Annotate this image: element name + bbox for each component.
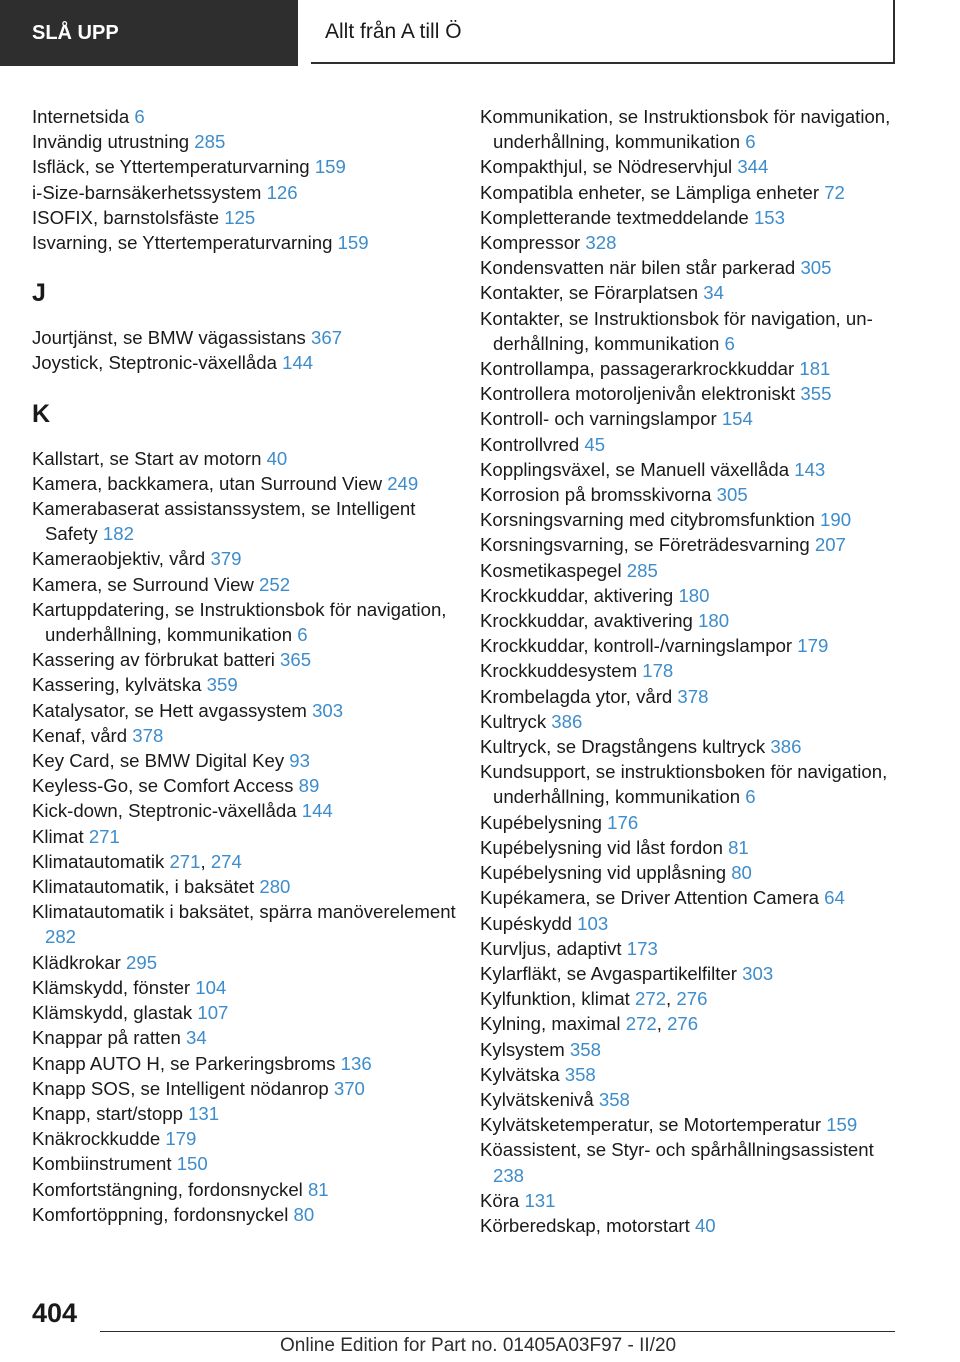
index-column-right (480, 104, 900, 1238)
index-entry-text: Knäkrockkudde (32, 1128, 161, 1150)
index-entry (32, 546, 472, 571)
index-entry (480, 961, 900, 986)
page-reference-link[interactable]: 80 (731, 862, 752, 884)
index-entry-text: Knappar på ratten (32, 1027, 181, 1049)
index-entry (480, 759, 900, 809)
page-reference-link[interactable]: 6 (297, 624, 308, 646)
page-reference-link[interactable]: 190 (820, 509, 852, 531)
index-entry-text: Korsningsvarning med citybromsfunktion (480, 509, 815, 531)
index-entry (480, 608, 900, 633)
page-reference-link[interactable]: 282 (45, 926, 77, 948)
index-entry-text: ISOFIX, barnstolsfäste (32, 206, 220, 228)
page-reference-link[interactable]: 358 (598, 1088, 630, 1110)
index-entry-text: Keyless-Go, se Comfort Access (32, 775, 294, 797)
page-reference-link[interactable]: 179 (797, 635, 829, 657)
index-entry (480, 885, 900, 910)
index-entry-text: Klimat (32, 825, 84, 847)
index-entry-text: Kylvätska (480, 1063, 560, 1085)
index-entry-text: Kontakter, se Förarplatsen (480, 282, 699, 304)
index-entry (480, 154, 900, 179)
index-entry (480, 1062, 900, 1087)
index-entry (480, 1213, 900, 1238)
index-entry-text: Jourtjänst, se BMW vägassistans (32, 327, 306, 349)
index-entry-text: Kombiinstrument (32, 1153, 172, 1175)
page-reference-link[interactable]: 344 (737, 156, 769, 178)
index-entry (480, 583, 900, 608)
index-entry (32, 104, 472, 129)
index-entry-text: Kupéskydd (480, 912, 572, 934)
page-reference-link[interactable]: 6 (745, 131, 756, 153)
index-entry-text: Krockkuddar, aktivering (480, 584, 674, 606)
index-entry-text: Klimatautomatik (32, 850, 165, 872)
index-entry (480, 558, 900, 583)
page-reference-link[interactable]: 386 (770, 736, 802, 758)
index-entry (480, 734, 900, 759)
page-reference-link[interactable]: 271 (169, 850, 201, 872)
index-entry (32, 1051, 472, 1076)
index-entry (480, 406, 900, 431)
section-tab[interactable]: SLÅ UPP (0, 0, 298, 66)
index-entry-text: Knapp, start/stopp (32, 1102, 183, 1124)
page-reference-link[interactable]: 386 (551, 710, 583, 732)
index-entry-text: Key Card, se BMW Digital Key (32, 750, 285, 772)
index-entry (480, 911, 900, 936)
index-entry (32, 572, 472, 597)
index-entry-text: Krombelagda ytor, vård (480, 685, 673, 707)
index-entry-text: Kassering, kylvätska (32, 674, 202, 696)
index-entry (32, 975, 472, 1000)
index-entry (32, 824, 472, 849)
index-entry (32, 471, 472, 496)
index-entry-text: Klädkrokar (32, 951, 121, 973)
index-entry-text: Kultryck (480, 710, 547, 732)
index-entry-text: Kylfunktion, klimat (480, 988, 630, 1010)
index-entry (480, 280, 900, 305)
index-entry (32, 647, 472, 672)
page-reference-link[interactable]: 328 (585, 232, 617, 254)
page-reference-link[interactable]: 271 (88, 825, 120, 847)
index-entry (480, 936, 900, 961)
index-entry-text: Kassering av förbrukat batteri (32, 649, 275, 671)
index-entry (480, 180, 900, 205)
index-entry-text: Kontakter, se Instruktionsbok för navigation, underhållning, kommunikation (480, 307, 873, 354)
page-reference-link[interactable]: 295 (126, 951, 158, 973)
page-reference-link[interactable]: 159 (314, 156, 346, 178)
index-entry-text: Klämskydd, fönster (32, 976, 191, 998)
index-entry-text: Katalysator, se Hett avgassystem (32, 699, 307, 721)
index-entry (480, 457, 900, 482)
page-reference-link[interactable]: 182 (102, 523, 134, 545)
index-entry (480, 381, 900, 406)
index-entry-text: Komfortstängning, fordonsnyckel (32, 1178, 303, 1200)
index-entry-text: Korsningsvarning, se Företrädesvarning (480, 534, 810, 556)
page-reference-link[interactable]: 303 (312, 699, 344, 721)
page-reference-link[interactable]: 154 (721, 408, 753, 430)
index-entry-text: Körberedskap, motorstart (480, 1214, 690, 1236)
index-entry (32, 899, 472, 949)
page-reference-link[interactable]: 207 (814, 534, 846, 556)
index-entry-text: Krockkuddar, avaktivering (480, 610, 693, 632)
index-entry-text: Kompletterande textmeddelande (480, 206, 749, 228)
index-entry-text: Klämskydd, glastak (32, 1002, 193, 1024)
index-entry-text: Invändig utrustning (32, 131, 190, 153)
index-entry (32, 1076, 472, 1101)
index-entry-text: Kylvätsketemperatur, se Motortemperatur (480, 1114, 822, 1136)
index-entry-text: Krockkuddesystem (480, 660, 638, 682)
index-entry (32, 597, 472, 647)
index-entry (32, 325, 472, 350)
index-entry (480, 658, 900, 683)
page-reference-link[interactable]: 6 (745, 786, 756, 808)
index-entry-text: Knapp AUTO H, se Parkeringsbroms (32, 1052, 336, 1074)
index-entry-text: Köassistent, se Styr- och spårhållningsassistent (480, 1139, 874, 1161)
page-reference-link[interactable]: 252 (259, 573, 291, 595)
page-header (0, 0, 960, 66)
index-entry-text: i-Size-barnsäkerhetssystem (32, 181, 262, 203)
index-entry-text: Kamerabaserat assistanssystem, se Intelligent Safety (32, 498, 416, 545)
index-entry (32, 798, 472, 823)
index-entry (32, 129, 472, 154)
index-entry-text: Kupébelysning (480, 811, 602, 833)
page-reference-link[interactable]: 272 (635, 988, 667, 1010)
index-entry (480, 1112, 900, 1137)
index-entry-text: Kommunikation, se Instruktionsbok för navigation, underhållning, kommunikation (480, 106, 891, 153)
page-reference-link[interactable]: 378 (132, 724, 164, 746)
index-entry-text: Kupébelysning vid låst fordon (480, 836, 723, 858)
page-reference-link[interactable]: 359 (206, 674, 238, 696)
index-entry (32, 1101, 472, 1126)
index-entry (480, 684, 900, 709)
page-reference-link[interactable]: 153 (753, 206, 785, 228)
footer-divider (100, 1331, 895, 1332)
index-entry (32, 950, 472, 975)
index-entry (480, 432, 900, 457)
page-reference-link[interactable]: 144 (282, 352, 314, 374)
index-column-left (32, 104, 472, 1227)
index-entry-text: Kopplingsväxel, se Manuell växellåda (480, 458, 790, 480)
index-entry (32, 748, 472, 773)
page-reference-link[interactable]: 40 (266, 447, 288, 469)
index-entry (32, 874, 472, 899)
page-reference-link[interactable]: 6 (724, 332, 735, 354)
page-reference-link[interactable]: 136 (340, 1052, 372, 1074)
index-entry (32, 672, 472, 697)
footer-text: Online Edition for Part no. 01405A03F97 - II/20 (280, 1335, 677, 1356)
page-reference-link[interactable]: 358 (569, 1038, 601, 1060)
index-entry (480, 104, 900, 154)
index-entry (480, 306, 900, 356)
page-reference-link[interactable]: 107 (197, 1002, 229, 1024)
index-entry (480, 1037, 900, 1062)
index-entry-text: Köra (480, 1189, 520, 1211)
index-entry (32, 1126, 472, 1151)
index-entry (32, 205, 472, 230)
page-number: 404 (32, 1298, 78, 1328)
page-reference-link[interactable]: 131 (188, 1102, 220, 1124)
index-entry-text: Kompressor (480, 232, 581, 254)
index-entry-text: Kompakthjul, se Nödreservhjul (480, 156, 733, 178)
index-entry (480, 507, 900, 532)
page-reference-link[interactable]: 378 (677, 685, 709, 707)
index-entry-text: Komfortöppning, fordonsnyckel (32, 1203, 289, 1225)
index-entry: Kylfunktion, klimat 272, 276 (480, 988, 708, 1010)
index-entry (480, 810, 900, 835)
index-entry-text: Kick-down, Steptronic-växellåda (32, 800, 297, 822)
page-reference-link[interactable]: 305 (716, 484, 748, 506)
page-reference-link[interactable]: 379 (210, 548, 242, 570)
page-reference-link[interactable]: 181 (799, 358, 831, 380)
page-reference-link[interactable]: 238 (493, 1164, 525, 1186)
page-reference-link[interactable]: 81 (307, 1178, 329, 1200)
page-reference-link[interactable]: 81 (728, 836, 749, 858)
index-entry (480, 532, 900, 557)
index-entry-text: Kupébelysning vid upplåsning (480, 862, 727, 884)
page-reference-link[interactable]: 280 (259, 876, 291, 898)
page-reference-link[interactable]: 89 (298, 775, 320, 797)
index-entry-text: Korrosion på bromsskivorna (480, 484, 712, 506)
index-entry-text: Kylarfläkt, se Avgaspartikelfilter (480, 962, 737, 984)
index-entry (32, 698, 472, 723)
index-entry-text: Knapp SOS, se Intelligent nödanrop (32, 1077, 329, 1099)
page-reference-link[interactable]: 355 (800, 383, 832, 405)
index-entry (32, 1025, 472, 1050)
index-entry (32, 496, 472, 546)
index-entry-text: Kameraobjektiv, vård (32, 548, 206, 570)
index-entry-text: Kurvljus, adaptivt (480, 937, 622, 959)
page-reference-link[interactable]: 176 (607, 811, 639, 833)
index-entry-text: Kamera, se Surround View (32, 573, 254, 595)
index-entry-text: Klimatautomatik i baksätet, spärra manöverelement (32, 901, 456, 923)
index-entry (32, 1000, 472, 1025)
index-entry-text: Kundsupport, se instruktionsboken för navigation, underhållning, kommunikation (480, 761, 888, 808)
index-entry (32, 723, 472, 748)
page-reference-link[interactable]: 80 (293, 1203, 315, 1225)
page-reference-link[interactable]: 159 (826, 1114, 858, 1136)
index-entry (480, 1188, 900, 1213)
index-entry-text: Kamera, backkamera, utan Surround View (32, 472, 383, 494)
page-reference-link[interactable]: 131 (524, 1189, 556, 1211)
page-reference-link[interactable]: 72 (824, 181, 845, 203)
page-reference-link[interactable]: 104 (195, 976, 227, 998)
page-reference-link[interactable]: 303 (742, 962, 774, 984)
page-reference-link[interactable]: 93 (289, 750, 310, 772)
index-entry (32, 154, 472, 179)
index-letter-heading: J (32, 279, 46, 308)
page-reference-link[interactable]: 178 (642, 660, 674, 682)
page-reference-link[interactable]: 249 (387, 472, 419, 494)
index-entry-text: Isfläck, se Yttertemperaturvarning (32, 156, 310, 178)
index-entry (480, 482, 900, 507)
index-entry (480, 1087, 900, 1112)
page-reference-link[interactable]: 305 (800, 257, 832, 279)
page-reference-link[interactable]: 274 (210, 850, 242, 872)
index-entry (32, 1151, 472, 1176)
index-entry-text: Kultryck, se Dragstångens kultryck (480, 736, 766, 758)
index-entry-text: Kontrollera motoroljenivån elektroniskt (480, 383, 796, 405)
index-entry (32, 446, 472, 471)
index-entry: Kylning, maximal 272, 276 (480, 1013, 699, 1035)
page-reference-link[interactable]: 276 (676, 988, 708, 1010)
index-entry-text: Kontroll- och varningslampor (480, 408, 717, 430)
page-reference-link[interactable]: 285 (194, 131, 226, 153)
index-entry (32, 773, 472, 798)
chapter-title: Allt från A till Ö (311, 0, 895, 64)
page-reference-link[interactable]: 125 (224, 206, 256, 228)
index-entry-text: Kallstart, se Start av motorn (32, 447, 262, 469)
page-reference-link[interactable]: 34 (186, 1027, 207, 1049)
index-entry: Klimatautomatik 271, 274 (32, 850, 242, 872)
page-reference-link[interactable]: 365 (280, 649, 312, 671)
page-reference-link[interactable]: 272 (625, 1013, 657, 1035)
index-entry (32, 350, 472, 375)
index-entry (480, 835, 900, 860)
index-entry-text: Kontrollampa, passagerarkrockkuddar (480, 358, 795, 380)
page-reference-link[interactable]: 276 (667, 1013, 699, 1035)
index-entry-text: Internetsida (32, 106, 130, 127)
index-entry (32, 230, 472, 255)
index-entry (480, 255, 900, 280)
index-entry-text: Kontrollvred (480, 433, 580, 455)
page-reference-link[interactable]: 179 (165, 1128, 197, 1150)
index-letter-heading: K (32, 399, 51, 428)
index-entry (480, 1137, 900, 1187)
index-entry-text: Kosmetikaspegel (480, 559, 622, 581)
page-reference-link[interactable]: 126 (266, 181, 298, 203)
index-entry (480, 205, 900, 230)
index-entry-text: Kondensvatten när bilen står parkerad (480, 257, 796, 279)
page-reference-link[interactable]: 143 (794, 458, 826, 480)
page-reference-link[interactable]: 173 (626, 937, 658, 959)
page-reference-link[interactable]: 367 (311, 327, 343, 349)
page-reference-link[interactable]: 6 (134, 106, 145, 127)
page-reference-link[interactable]: 370 (333, 1077, 365, 1099)
index-entry-text: Isvarning, se Yttertemperaturvarning (32, 232, 333, 254)
index-entry (480, 356, 900, 381)
index-entry-text: Kenaf, vård (32, 724, 128, 746)
page-reference-link[interactable]: 45 (584, 433, 606, 455)
index-entry (32, 180, 472, 205)
index-entry (480, 860, 900, 885)
page-reference-link[interactable]: 159 (337, 232, 369, 254)
index-entry (480, 633, 900, 658)
page-reference-link[interactable]: 144 (301, 800, 333, 822)
page-reference-link[interactable]: 103 (577, 912, 609, 934)
index-entry-text: Krockkuddar, kontroll-/varningslampor (480, 635, 793, 657)
index-entry (480, 709, 900, 734)
page-reference-link[interactable]: 40 (694, 1214, 716, 1236)
index-entry (32, 1177, 472, 1202)
index-entry-text: Joystick, Steptronic-växellåda (32, 352, 277, 374)
index-entry-text: Kartuppdatering, se Instruktionsbok för navigation, underhållning, kommunikation (32, 598, 447, 646)
index-entry-text: Kylvätskenivå (480, 1088, 594, 1110)
page-reference-link[interactable]: 150 (176, 1153, 208, 1175)
page-reference-link[interactable]: 180 (698, 610, 730, 632)
index-entry-text: Kompatibla enheter, se Lämpliga enheter (480, 181, 820, 203)
index-entry-text: Kupékamera, se Driver Attention Camera (480, 887, 819, 909)
index-entry-text: Kylning, maximal (480, 1013, 621, 1035)
index-entry (480, 230, 900, 255)
index-entry-text: Kylsystem (480, 1038, 565, 1060)
page-reference-link[interactable]: 285 (626, 559, 658, 581)
index-entry (32, 1202, 472, 1227)
page-reference-link[interactable]: 358 (564, 1063, 596, 1085)
page-reference-link[interactable]: 180 (678, 584, 710, 606)
page-reference-link[interactable]: 34 (703, 282, 724, 304)
page-reference-link[interactable]: 64 (824, 887, 845, 909)
index-entry-text: Klimatautomatik, i baksätet (32, 876, 255, 898)
